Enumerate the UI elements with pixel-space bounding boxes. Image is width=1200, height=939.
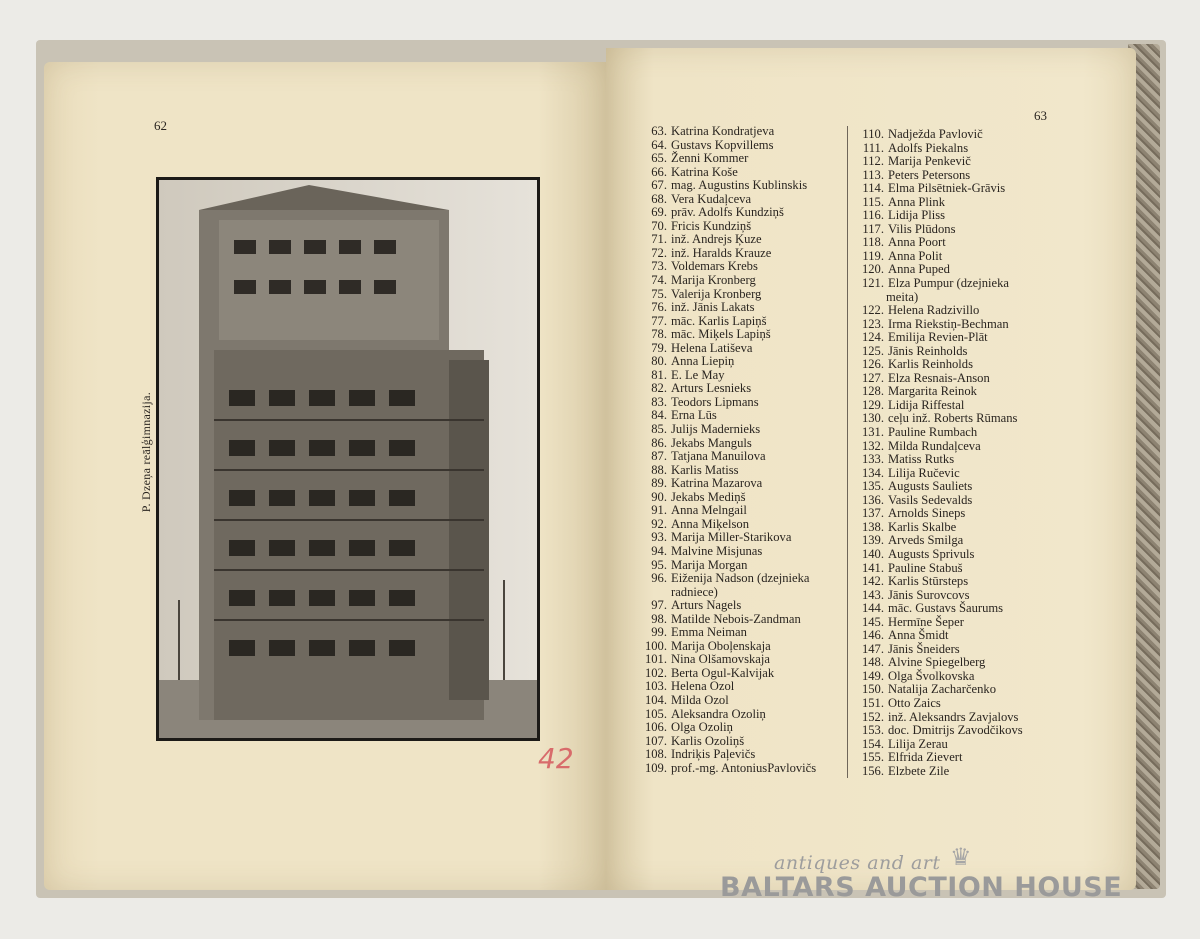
list-item-name: Helena Radzivillo xyxy=(888,303,980,318)
list-item xyxy=(641,355,816,369)
list-item xyxy=(856,440,1023,454)
list-item-number: 98. xyxy=(651,611,667,626)
list-item-name: Anna Puped xyxy=(888,262,950,277)
list-item xyxy=(641,288,816,302)
list-item xyxy=(856,534,1023,548)
list-item-number: 146. xyxy=(861,628,884,643)
list-item-name: Teodors Lipmans xyxy=(671,394,759,409)
list-item xyxy=(641,220,816,234)
list-item-name: Anna Polit xyxy=(888,248,943,263)
list-item xyxy=(856,142,1023,156)
list-item-name: Peters Petersons xyxy=(888,167,971,182)
list-item-number: 88. xyxy=(651,462,667,477)
list-item xyxy=(856,318,1023,332)
list-item-name: Katrina Kondratjeva xyxy=(671,124,775,138)
page-number-left: 62 xyxy=(154,118,167,133)
list-item xyxy=(641,342,816,356)
list-item-number: 138. xyxy=(861,519,884,534)
list-item-name: Gustavs Kopvillems xyxy=(671,137,774,152)
list-item-number: 70. xyxy=(651,218,667,233)
list-item xyxy=(641,139,816,153)
list-item-number: 113. xyxy=(862,167,884,182)
list-item xyxy=(856,643,1023,657)
list-item-name: Lilija Zerau xyxy=(888,736,948,751)
list-item xyxy=(641,735,816,749)
list-item-name: Julijs Madernieks xyxy=(671,422,761,437)
list-item-name: Jānis Reinholds xyxy=(888,343,968,358)
list-item-number: 143. xyxy=(861,587,884,602)
list-item xyxy=(641,464,816,478)
list-item-name: Anna Liepiņ xyxy=(671,354,735,369)
list-item xyxy=(856,426,1023,440)
list-item-number: 125. xyxy=(861,343,884,358)
list-item-name: Arturs Lesnieks xyxy=(671,381,752,396)
list-item-number: 132. xyxy=(861,438,884,453)
list-item-name: Katrina Koše xyxy=(671,164,738,179)
list-item xyxy=(856,372,1023,386)
list-item-number: 133. xyxy=(861,452,884,467)
list-item xyxy=(641,504,816,518)
watermark-name: BALTARS AUCTION HOUSE xyxy=(720,872,1123,903)
list-item-name: Malvine Misjunas xyxy=(671,543,763,558)
list-item xyxy=(641,748,816,762)
list-item-name: Indriķis Paļevičs xyxy=(671,747,756,762)
list-item-name: Nadježda Pavlovič xyxy=(888,127,983,141)
page-number-right: 63 xyxy=(1034,108,1047,123)
list-item xyxy=(641,437,816,451)
list-item xyxy=(856,467,1023,481)
list-item-number: 84. xyxy=(651,408,667,423)
list-item-name: Otto Zaics xyxy=(888,695,941,710)
list-item-name: Voldemars Krebs xyxy=(671,259,758,274)
list-item xyxy=(856,562,1023,576)
list-item xyxy=(856,507,1023,521)
list-item-number: 73. xyxy=(651,259,667,274)
list-item-name: Jānis Surovcovs xyxy=(888,587,970,602)
list-item xyxy=(641,545,816,559)
list-item-name: Alvine Spiegelberg xyxy=(888,655,986,670)
list-item-name: Vilis Plūdons xyxy=(888,221,956,236)
list-item-number: 105. xyxy=(644,706,667,721)
list-item xyxy=(641,653,816,667)
list-item-name: Anna Šmidt xyxy=(888,628,949,643)
list-item xyxy=(641,450,816,464)
list-item-number: 128. xyxy=(861,384,884,399)
list-item xyxy=(856,331,1023,345)
list-item xyxy=(856,155,1023,169)
list-item-number: 100. xyxy=(644,638,667,653)
list-item-name: Karlis Reinholds xyxy=(888,357,974,372)
list-item-name: Elzbete Zile xyxy=(888,763,950,778)
list-item-name: prof.-mg. AntoniusPavlovičs xyxy=(671,760,817,775)
list-item-name: Arveds Smilga xyxy=(888,533,964,548)
list-item xyxy=(641,260,816,274)
list-item-number: 71. xyxy=(651,232,667,247)
list-item-number: 141. xyxy=(861,560,884,575)
list-item-name: Jekabs Manguls xyxy=(671,435,752,450)
list-item-name: inž. Jānis Lakats xyxy=(671,300,755,315)
list-item-name: Matiss Rutks xyxy=(888,452,955,467)
list-item-number: 111. xyxy=(862,140,884,155)
list-item-number: 154. xyxy=(861,736,884,751)
list-item xyxy=(856,250,1023,264)
list-item-number: 121. xyxy=(861,276,884,291)
list-item xyxy=(641,613,816,627)
list-item-name: Irma Riekstiņ-Bechman xyxy=(888,316,1009,331)
list-item-name: Olga Ozoliņ xyxy=(671,720,733,735)
list-item-number: 127. xyxy=(861,370,884,385)
list-item-number: 79. xyxy=(651,340,667,355)
list-item-name: Augusts Sprivuls xyxy=(888,546,975,561)
list-item-number: 95. xyxy=(651,557,667,572)
list-item xyxy=(856,169,1023,183)
list-item xyxy=(856,589,1023,603)
list-item-number: 67. xyxy=(651,178,667,193)
list-item-number: 140. xyxy=(861,546,884,561)
list-item-name: inž. Haralds Krauze xyxy=(671,245,772,260)
photo-caption: P. Dzeņa reālģimnazija. xyxy=(139,392,153,513)
list-item-name: inž. Andrejs Ķuze xyxy=(671,232,762,247)
list-item xyxy=(856,765,1023,779)
list-item-name: Nina Olšamovskaja xyxy=(671,652,770,667)
list-item xyxy=(856,629,1023,643)
list-item-number: 85. xyxy=(651,422,667,437)
list-item xyxy=(856,656,1023,670)
list-item xyxy=(641,328,816,342)
crown-icon: ♛ xyxy=(950,845,972,871)
list-item-number: 124. xyxy=(861,330,884,345)
list-item-continuation: meita) xyxy=(886,289,919,304)
list-item-name: Fricis Kundziņš xyxy=(671,218,752,233)
list-item xyxy=(641,477,816,491)
list-item-number: 99. xyxy=(651,625,667,640)
list-item xyxy=(856,697,1023,711)
list-item xyxy=(641,369,816,383)
list-item-name: prāv. Adolfs Kundziņš xyxy=(671,205,784,220)
list-item xyxy=(856,521,1023,535)
list-item-number: 86. xyxy=(651,435,667,450)
list-item-name: Erna Lūs xyxy=(671,408,717,423)
list-item-number: 64. xyxy=(651,137,667,152)
list-item xyxy=(856,738,1023,752)
list-item xyxy=(856,751,1023,765)
list-item xyxy=(856,304,1023,318)
watermark-tagline: antiques and art xyxy=(774,852,941,874)
list-item-name: Lilija Ručevic xyxy=(888,465,960,480)
list-item-number: 80. xyxy=(651,354,667,369)
list-item xyxy=(641,708,816,722)
list-item-number: 72. xyxy=(651,245,667,260)
list-item xyxy=(641,559,816,573)
list-item-name: Anna Plink xyxy=(888,194,946,209)
list-item xyxy=(641,274,816,288)
list-item-number: 108. xyxy=(644,747,667,762)
list-item xyxy=(641,518,816,532)
list-item-number: 149. xyxy=(861,668,884,683)
left-page xyxy=(44,62,606,890)
list-item-name: Elza Resnais-Anson xyxy=(888,370,990,385)
list-item-name: Arturs Nagels xyxy=(671,598,742,613)
list-item-number: 151. xyxy=(861,695,884,710)
list-item-name: Elma Pilsētniek-Grāvis xyxy=(888,181,1006,196)
list-item-name: Arnolds Sineps xyxy=(888,506,966,521)
list-item-number: 69. xyxy=(651,205,667,220)
list-item-number: 156. xyxy=(861,763,884,778)
list-item-number: 94. xyxy=(651,543,667,558)
list-item-name: E. Le May xyxy=(671,367,725,382)
list-item-number: 90. xyxy=(651,489,667,504)
list-item-name: Marija Morgan xyxy=(671,557,748,572)
list-item-number: 82. xyxy=(651,381,667,396)
list-item-number: 130. xyxy=(861,411,884,426)
list-item-number: 87. xyxy=(651,449,667,464)
list-item-number: 96. xyxy=(651,571,667,586)
list-item-name: māc. Miķels Lapiņš xyxy=(671,327,771,342)
list-item xyxy=(856,616,1023,630)
list-item-name: Marija Kronberg xyxy=(671,273,756,288)
list-item xyxy=(641,491,816,505)
list-item xyxy=(641,626,816,640)
list-item xyxy=(641,152,816,166)
list-item xyxy=(641,423,816,437)
list-item-number: 66. xyxy=(651,164,667,179)
list-item xyxy=(856,480,1023,494)
list-item-number: 83. xyxy=(651,394,667,409)
list-item xyxy=(856,683,1023,697)
list-item-name: doc. Dmitrijs Zavodčikovs xyxy=(888,723,1023,738)
list-item-name: Karlis Ozoliņš xyxy=(671,733,745,748)
list-item-number: 144. xyxy=(861,601,884,616)
list-item-name: Elza Pumpur (dzejnieka xyxy=(888,276,1009,291)
list-item-number: 145. xyxy=(861,614,884,629)
list-item-number: 102. xyxy=(644,665,667,680)
list-item-name: Anna Melngail xyxy=(671,503,747,518)
list-item-number: 120. xyxy=(861,262,884,277)
list-item-name: Marija Miller-Starikova xyxy=(671,530,792,545)
list-item xyxy=(641,531,816,545)
list-item-name: Emilija Revien-Plāt xyxy=(888,330,988,345)
list-item-number: 107. xyxy=(644,733,667,748)
list-item-name: mag. Augustins Kublinskis xyxy=(671,178,808,193)
list-item-name: Hermīne Šeper xyxy=(888,614,964,629)
list-item-number: 109. xyxy=(644,760,667,775)
building-photo xyxy=(156,177,540,741)
list-item-number: 153. xyxy=(861,723,884,738)
list-item-name: Matilde Nebois-Zandman xyxy=(671,611,801,626)
list-item-continuation: radniece) xyxy=(671,584,718,599)
list-item-number: 122. xyxy=(861,303,884,318)
list-item xyxy=(641,680,816,694)
list-item-number: 92. xyxy=(651,516,667,531)
list-item xyxy=(641,762,816,776)
list-item-name: Jānis Šneiders xyxy=(888,641,960,656)
list-item-name: Margarita Reinok xyxy=(888,384,977,399)
list-item xyxy=(856,236,1023,250)
list-item xyxy=(641,409,816,423)
list-item xyxy=(641,572,816,586)
list-item xyxy=(641,166,816,180)
list-item-number: 116. xyxy=(862,208,884,223)
list-item-number: 81. xyxy=(651,367,667,382)
list-item xyxy=(856,548,1023,562)
list-item xyxy=(641,193,816,207)
list-item-name: Eiženija Nadson (dzejnieka xyxy=(671,571,810,586)
list-item-number: 89. xyxy=(651,476,667,491)
list-item-name: Natalija Zacharčenko xyxy=(888,682,997,697)
list-item-name: Milda Rundaļceva xyxy=(888,438,981,453)
list-item xyxy=(641,640,816,654)
list-item xyxy=(856,494,1023,508)
list-item-number: 148. xyxy=(861,655,884,670)
list-item-name: Marija Oboļenskaja xyxy=(671,638,771,653)
school-building-illustration xyxy=(159,180,537,738)
list-item xyxy=(641,396,816,410)
list-item xyxy=(641,301,816,315)
list-item-number: 75. xyxy=(651,286,667,301)
list-item-number: 101. xyxy=(644,652,667,667)
list-item-number: 65. xyxy=(651,151,667,166)
list-item-name: Valerija Kronberg xyxy=(671,286,762,301)
list-item xyxy=(641,206,816,220)
list-item xyxy=(641,599,816,613)
list-item xyxy=(641,382,816,396)
list-item-name: Jekabs Mediņš xyxy=(671,489,746,504)
list-item-name: Vera Kudaļceva xyxy=(671,191,752,206)
list-item-number: 119. xyxy=(862,248,884,263)
list-item xyxy=(856,358,1023,372)
list-item xyxy=(856,345,1023,359)
list-item-number: 103. xyxy=(644,679,667,694)
list-item-number: 139. xyxy=(861,533,884,548)
list-item-number: 117. xyxy=(862,221,884,236)
list-item-name: Vasils Sedevalds xyxy=(888,492,973,507)
list-item-name: māc. Karlis Lapiņš xyxy=(671,313,767,328)
list-item-name: Katrina Mazarova xyxy=(671,476,763,491)
list-item-name: Karlis Stūrsteps xyxy=(888,574,969,589)
list-item-name: Helena Latiševa xyxy=(671,340,753,355)
list-item-number: 104. xyxy=(644,692,667,707)
list-item-name: Pauline Stabuš xyxy=(888,560,963,575)
list-item xyxy=(856,724,1023,738)
list-item-number: 152. xyxy=(861,709,884,724)
list-item-name: Tatjana Manuilova xyxy=(671,449,766,464)
list-item xyxy=(856,399,1023,413)
list-item-number: 91. xyxy=(651,503,667,518)
list-item-number: 147. xyxy=(861,641,884,656)
list-item-name: Emma Neiman xyxy=(671,625,747,640)
list-item-name: Anna Poort xyxy=(888,235,946,250)
list-item xyxy=(641,125,816,139)
list-item-number: 150. xyxy=(861,682,884,697)
list-item-number: 142. xyxy=(861,574,884,589)
list-item xyxy=(856,575,1023,589)
list-item-number: 114. xyxy=(862,181,884,196)
list-item xyxy=(641,721,816,735)
list-item xyxy=(856,128,1023,142)
list-item-name: Lidija Riffestal xyxy=(888,397,965,412)
list-item-number: 106. xyxy=(644,720,667,735)
list-item-number: 136. xyxy=(861,492,884,507)
list-item-name: Pauline Rumbach xyxy=(888,425,978,440)
list-item-name: Aleksandra Ozoliņ xyxy=(671,706,766,721)
column-divider xyxy=(847,126,848,778)
list-item-name: Berta Ogul-Kalvijak xyxy=(671,665,775,680)
list-item-name: Olga Švolkovska xyxy=(888,668,975,683)
list-item xyxy=(641,247,816,261)
list-item-number: 118. xyxy=(862,235,884,250)
list-item-number: 112. xyxy=(862,154,884,169)
list-item xyxy=(641,667,816,681)
list-item-name: Elfrida Zievert xyxy=(888,750,963,765)
list-item xyxy=(856,385,1023,399)
list-item xyxy=(856,670,1023,684)
list-item xyxy=(856,223,1023,237)
list-item-number: 129. xyxy=(861,397,884,412)
name-list-column-2 xyxy=(856,128,1023,778)
list-item-name: ceļu inž. Roberts Rūmans xyxy=(888,411,1018,426)
list-item-number: 123. xyxy=(861,316,884,331)
list-item-name: Milda Ozol xyxy=(671,692,729,707)
list-item-name: Karlis Skalbe xyxy=(888,519,957,534)
list-item-number: 134. xyxy=(861,465,884,480)
list-item xyxy=(856,602,1023,616)
list-item-name: Helena Ozol xyxy=(671,679,735,694)
list-item-number: 78. xyxy=(651,327,667,342)
list-item-number: 110. xyxy=(862,127,884,141)
list-item xyxy=(641,694,816,708)
list-item-name: māc. Gustavs Šaurums xyxy=(888,601,1004,616)
list-item-number: 155. xyxy=(861,750,884,765)
list-item-number: 63. xyxy=(651,124,667,138)
list-item-number: 77. xyxy=(651,313,667,328)
handwritten-inventory-number: 42 xyxy=(538,742,574,775)
list-item-name: Karlis Matiss xyxy=(671,462,739,477)
list-item xyxy=(856,277,1023,291)
list-item-number: 93. xyxy=(651,530,667,545)
list-item-number: 126. xyxy=(861,357,884,372)
list-item-number: 135. xyxy=(861,479,884,494)
list-item xyxy=(641,315,816,329)
list-item-name: Ženni Kommer xyxy=(671,151,749,166)
list-item-number: 76. xyxy=(651,300,667,315)
name-list-column-1 xyxy=(641,125,816,775)
list-item-name: Lidija Pliss xyxy=(888,208,946,223)
list-item xyxy=(856,182,1023,196)
list-item xyxy=(856,412,1023,426)
list-item-name: Anna Miķelson xyxy=(671,516,750,531)
right-page xyxy=(606,48,1136,890)
building-photo-image xyxy=(159,180,537,738)
list-item-name: Marija Penkevič xyxy=(888,154,971,169)
list-item-number: 68. xyxy=(651,191,667,206)
list-item-name: Augusts Sauliets xyxy=(888,479,973,494)
list-item-name: Adolfs Piekalns xyxy=(888,140,969,155)
list-item xyxy=(856,196,1023,210)
list-item-number: 97. xyxy=(651,598,667,613)
list-item-number: 74. xyxy=(651,273,667,288)
list-item xyxy=(641,233,816,247)
list-item xyxy=(641,179,816,193)
list-item xyxy=(856,711,1023,725)
list-item-number: 137. xyxy=(861,506,884,521)
list-item xyxy=(856,263,1023,277)
list-item-number: 115. xyxy=(862,194,884,209)
list-item xyxy=(856,453,1023,467)
list-item-number: 131. xyxy=(861,425,884,440)
list-item xyxy=(856,209,1023,223)
list-item-name: inž. Aleksandrs Zavjalovs xyxy=(888,709,1019,724)
